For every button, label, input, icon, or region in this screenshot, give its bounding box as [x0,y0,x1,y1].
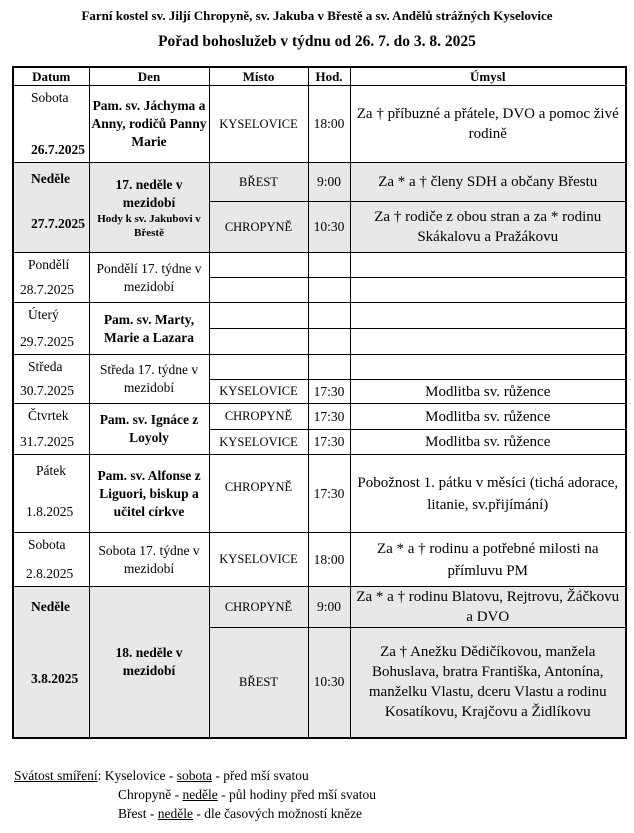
date-cell [13,533,89,587]
weekday: Neděle [31,171,70,186]
table-row [13,533,626,587]
table-header-row [13,67,626,86]
table-row [13,355,626,380]
table-row [13,86,626,163]
time [308,329,350,355]
intention [350,303,626,329]
liturgical-day: Pam. sv. Alfonse z Liguori, biskup a učitel církve [89,455,209,533]
intention: Za * a † členy SDH a občany Břestu [350,163,626,202]
table-row [13,455,626,533]
col-misto: Místo [209,67,308,86]
liturgical-day: Sobota 17. týdne v mezidobí [89,533,209,587]
intention: Za † Anežku Dědičíkovou, manžela Bohuslava, bratra Františka, Antonína, manželku Vlastu, dceru Vlastu a rodinu Kosatíkovu, Krajčovu a Židlíkovu [350,628,626,738]
table-row [13,404,626,430]
time: 17:30 [308,455,350,533]
liturgical-day [89,163,209,253]
intention: Za * a † rodinu a potřebné milosti na přímluvu PM [350,533,626,587]
weekday: Pondělí [28,257,70,272]
date: 3.8.2025 [31,670,79,686]
time: 17:30 [308,404,350,430]
table-row [13,253,626,278]
date: 1.8.2025 [26,504,74,519]
weekday: Úterý [28,307,59,322]
date: 2.8.2025 [26,566,74,581]
liturgical-day: 18. neděle v mezidobí [89,587,209,738]
date-cell [13,455,89,533]
date-cell [13,404,89,455]
place: CHROPYNĚ [209,202,308,253]
date-cell [13,86,89,163]
time: 10:30 [308,202,350,253]
intention: Za † příbuzné a přátele, DVO a pomoc živé rodině [350,86,626,163]
date: 28.7.2025 [20,282,74,297]
confession-label: Svátost smíření [14,768,98,783]
mass-schedule-table [12,66,627,739]
col-hod: Hod. [308,67,350,86]
weekday: Sobota [28,537,66,552]
place [209,253,308,278]
feast-note: Hody k sv. Jakubovi v Břestě [97,212,201,239]
parish-title: Farní kostel sv. Jiljí Chropyně, sv. Jakuba v Břestě a sv. Andělů strážných Kyselovice [81,8,553,23]
confession-line-chropyne: Chropyně - neděle - půl hodiny před mší svatou [118,787,376,802]
table-row [13,303,626,329]
time [308,278,350,303]
place: CHROPYNĚ [209,404,308,430]
table-row [13,587,626,628]
intention [350,329,626,355]
date: 31.7.2025 [20,434,74,449]
place: CHROPYNĚ [209,587,308,628]
date: 27.7.2025 [31,216,85,231]
time: 18:00 [308,86,350,163]
table-row [13,163,626,202]
confession-info [14,766,376,823]
date: 26.7.2025 [31,142,85,157]
date: 29.7.2025 [20,334,74,349]
intention [350,253,626,278]
place [209,329,308,355]
time: 9:00 [308,587,350,628]
liturgical-day: Pam. sv. Marty, Marie a Lazara [89,303,209,355]
sunday-name: 17. neděle v mezidobí [115,176,183,210]
intention: Modlitba sv. růžence [350,430,626,455]
weekday: Sobota [31,90,69,105]
intention [350,278,626,303]
date-cell [13,303,89,355]
weekday: Středa [28,359,63,374]
time [308,303,350,329]
liturgical-day: Pondělí 17. týdne v mezidobí [89,253,209,303]
col-datum: Datum [13,67,89,86]
time: 10:30 [308,628,350,738]
intention: Za * a † rodinu Blatovu, Rejtrovu, Žáčkovu a DVO [350,587,626,628]
place [209,278,308,303]
place: KYSELOVICE [209,380,308,404]
weekday: Pátek [36,463,66,478]
place: CHROPYNĚ [209,455,308,533]
confession-line-brest: Břest - neděle - dle časových možností kněze [118,806,363,821]
weekday: Čtvrtek [28,408,69,423]
weekday: Neděle [31,599,70,614]
place: BŘEST [209,628,308,738]
time: 9:00 [308,163,350,202]
date-cell [13,163,89,253]
place: BŘEST [209,163,308,202]
time: 17:30 [308,430,350,455]
date: 30.7.2025 [20,383,74,398]
time [308,355,350,380]
liturgical-day: Středa 17. týdne v mezidobí [89,355,209,404]
time: 18:00 [308,533,350,587]
liturgical-day: Pam. sv. Ignáce z Loyoly [89,404,209,455]
intention: Modlitba sv. růžence [350,380,626,404]
date-cell [13,253,89,303]
intention: Modlitba sv. růžence [350,404,626,430]
time [308,253,350,278]
place: KYSELOVICE [209,86,308,163]
place: KYSELOVICE [209,430,308,455]
intention: Pobožnost 1. pátku v měsíci (tichá adorace, litanie, sv.přijímání) [350,455,626,533]
confession-line-kyselovice: Svátost smíření: Kyselovice - sobota - před mší svatou [14,768,309,783]
intention: Za † rodiče z obou stran a za * rodinu Skákalovu a Pražákovu [350,202,626,253]
col-den: Den [89,67,209,86]
place [209,303,308,329]
col-umysl: Úmysl [350,67,626,86]
place: KYSELOVICE [209,533,308,587]
date-cell [13,587,89,738]
schedule-title: Pořad bohoslužeb v týdnu od 26. 7. do 3. 8. 2025 [158,33,476,50]
liturgical-day: Pam. sv. Jáchyma a Anny, rodičů Panny Marie [89,86,209,163]
date-cell [13,355,89,404]
time: 17:30 [308,380,350,404]
place [209,355,308,380]
intention [350,355,626,380]
